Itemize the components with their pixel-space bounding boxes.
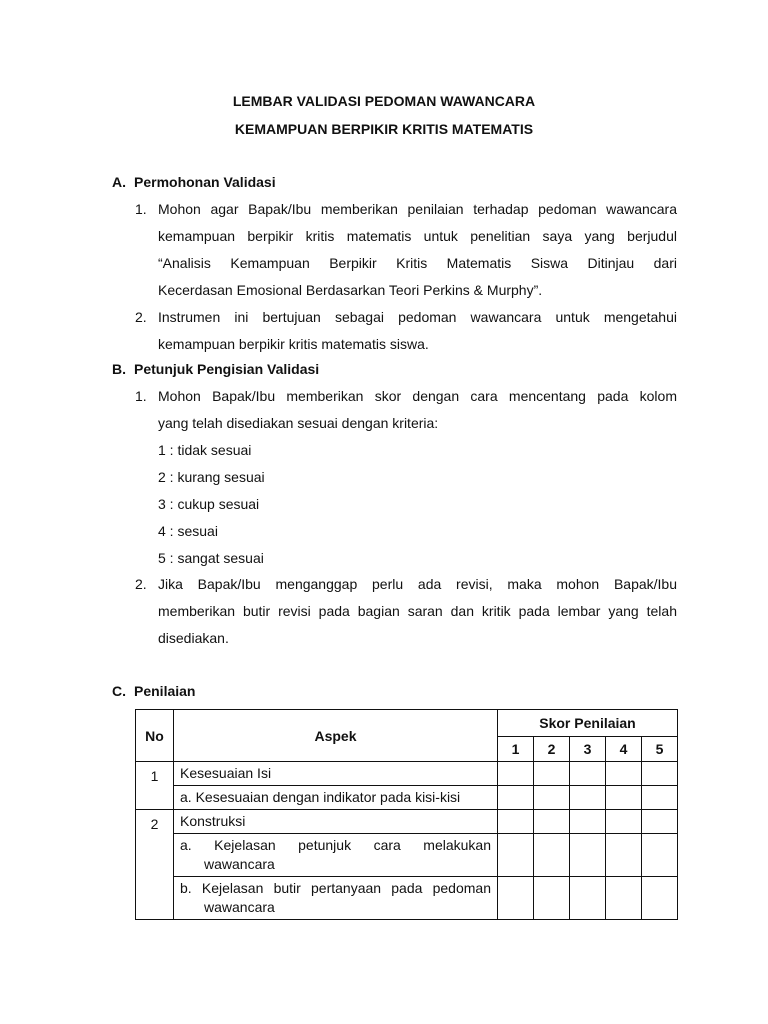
score-cell[interactable] <box>534 810 570 834</box>
section-b-item-2-line-2: memberikan butir revisi pada bagian saran dan kritik pada lembar yang telah <box>158 603 677 619</box>
score-cell[interactable] <box>606 810 642 834</box>
score-column-3: 3 <box>570 737 606 762</box>
criteria-item: 2 : kurang sesuai <box>158 469 265 485</box>
table-row <box>136 834 678 877</box>
criteria-item: 1 : tidak sesuai <box>158 442 252 458</box>
score-column-5: 5 <box>642 737 678 762</box>
table-row <box>136 810 678 834</box>
row-number: 1 <box>136 762 174 810</box>
score-column-4: 4 <box>606 737 642 762</box>
score-cell[interactable] <box>534 834 570 877</box>
score-cell[interactable] <box>570 762 606 786</box>
aspect-item <box>174 786 498 810</box>
section-a-item-1-line-4: Kecerdasan Emosional Berdasarkan Teori Perkins & Murphy”. <box>158 282 543 298</box>
section-a-letter: A. <box>112 174 126 190</box>
table-row <box>136 762 678 786</box>
section-c-heading <box>112 683 195 699</box>
criteria-item: 5 : sangat sesuai <box>158 550 264 566</box>
score-cell[interactable] <box>642 834 678 877</box>
section-b-item-1-line-2: yang telah disediakan sesuai dengan kriteria: <box>158 415 439 431</box>
criteria-item: 3 : cukup sesuai <box>158 496 260 512</box>
score-cell[interactable] <box>498 762 534 786</box>
section-a-item-1-line-1: Mohon agar Bapak/Ibu memberikan penilaian terhadap pedoman wawancara <box>158 201 677 217</box>
section-b-item-1-number: 1. <box>135 388 147 404</box>
section-b-item-2-number: 2. <box>135 576 147 592</box>
score-cell[interactable] <box>642 810 678 834</box>
section-b-letter: B. <box>112 361 126 377</box>
score-cell[interactable] <box>498 810 534 834</box>
aspect-item <box>174 877 498 920</box>
section-a-item-2-line-2: kemampuan berpikir kritis matematis siswa. <box>158 336 429 352</box>
score-cell[interactable] <box>606 786 642 810</box>
table-row <box>136 877 678 920</box>
document-title-line-2: KEMAMPUAN BERPIKIR KRITIS MATEMATIS <box>234 121 534 137</box>
score-cell[interactable] <box>642 877 678 920</box>
section-b-item-2-line-3: disediakan. <box>158 630 229 646</box>
section-c-title: Penilaian <box>134 683 196 699</box>
section-a-title: Permohonan Validasi <box>134 174 276 190</box>
column-header-aspek: Aspek <box>174 710 498 762</box>
aspect-item-text: a. Kejelasan petunjuk cara melakukan <box>180 837 491 853</box>
section-b-item-1-line-1: Mohon Bapak/Ibu memberikan skor dengan cara mencentang pada kolom <box>158 388 677 404</box>
score-cell[interactable] <box>498 877 534 920</box>
aspect-item-text: b. Kejelasan butir pertanyaan pada pedoman <box>180 880 491 896</box>
document-title-line-1: LEMBAR VALIDASI PEDOMAN WAWANCARA <box>232 93 536 109</box>
criteria-item: 4 : sesuai <box>158 523 218 539</box>
section-b-title: Petunjuk Pengisian Validasi <box>134 361 320 377</box>
score-cell[interactable] <box>642 786 678 810</box>
score-cell[interactable] <box>570 834 606 877</box>
section-a-item-1-number: 1. <box>135 201 147 217</box>
aspect-item-text-continued: wawancara <box>204 856 275 872</box>
score-cell[interactable] <box>498 834 534 877</box>
score-cell[interactable] <box>534 762 570 786</box>
score-cell[interactable] <box>642 762 678 786</box>
score-cell[interactable] <box>498 786 534 810</box>
section-a-item-1-line-2: kemampuan berpikir kritis matematis untuk penelitian saya yang berjudul <box>158 228 677 244</box>
section-a-item-2-line-1: Instrumen ini bertujuan sebagai pedoman wawancara untuk mengetahui <box>158 309 677 325</box>
score-cell[interactable] <box>606 877 642 920</box>
column-header-skor-penilaian: Skor Penilaian <box>498 710 678 737</box>
aspect-item-text: a. Kesesuaian dengan indikator pada kisi-kisi <box>180 789 461 805</box>
section-a-heading <box>112 174 276 190</box>
table-row <box>136 786 678 810</box>
aspect-item-text-continued: wawancara <box>204 899 275 915</box>
score-cell[interactable] <box>534 877 570 920</box>
column-header-no: No <box>136 710 174 762</box>
score-cell[interactable] <box>570 810 606 834</box>
section-a-item-2-number: 2. <box>135 309 147 325</box>
score-cell[interactable] <box>534 786 570 810</box>
section-a-item-1-line-3: “Analisis Kemampuan Berpikir Kritis Matematis Siswa Ditinjau dari <box>158 255 677 271</box>
section-c-letter: C. <box>112 683 126 699</box>
score-cell[interactable] <box>570 877 606 920</box>
aspect-group-title: Konstruksi <box>174 810 498 834</box>
score-cell[interactable] <box>570 786 606 810</box>
score-column-2: 2 <box>534 737 570 762</box>
section-b-heading <box>112 361 319 377</box>
aspect-group-title: Kesesuaian Isi <box>174 762 498 786</box>
assessment-table <box>135 709 678 920</box>
aspect-item <box>174 834 498 877</box>
row-number: 2 <box>136 810 174 920</box>
section-b-item-2-line-1: Jika Bapak/Ibu menganggap perlu ada revisi, maka mohon Bapak/Ibu <box>158 576 677 592</box>
score-column-1: 1 <box>498 737 534 762</box>
score-cell[interactable] <box>606 834 642 877</box>
score-cell[interactable] <box>606 762 642 786</box>
